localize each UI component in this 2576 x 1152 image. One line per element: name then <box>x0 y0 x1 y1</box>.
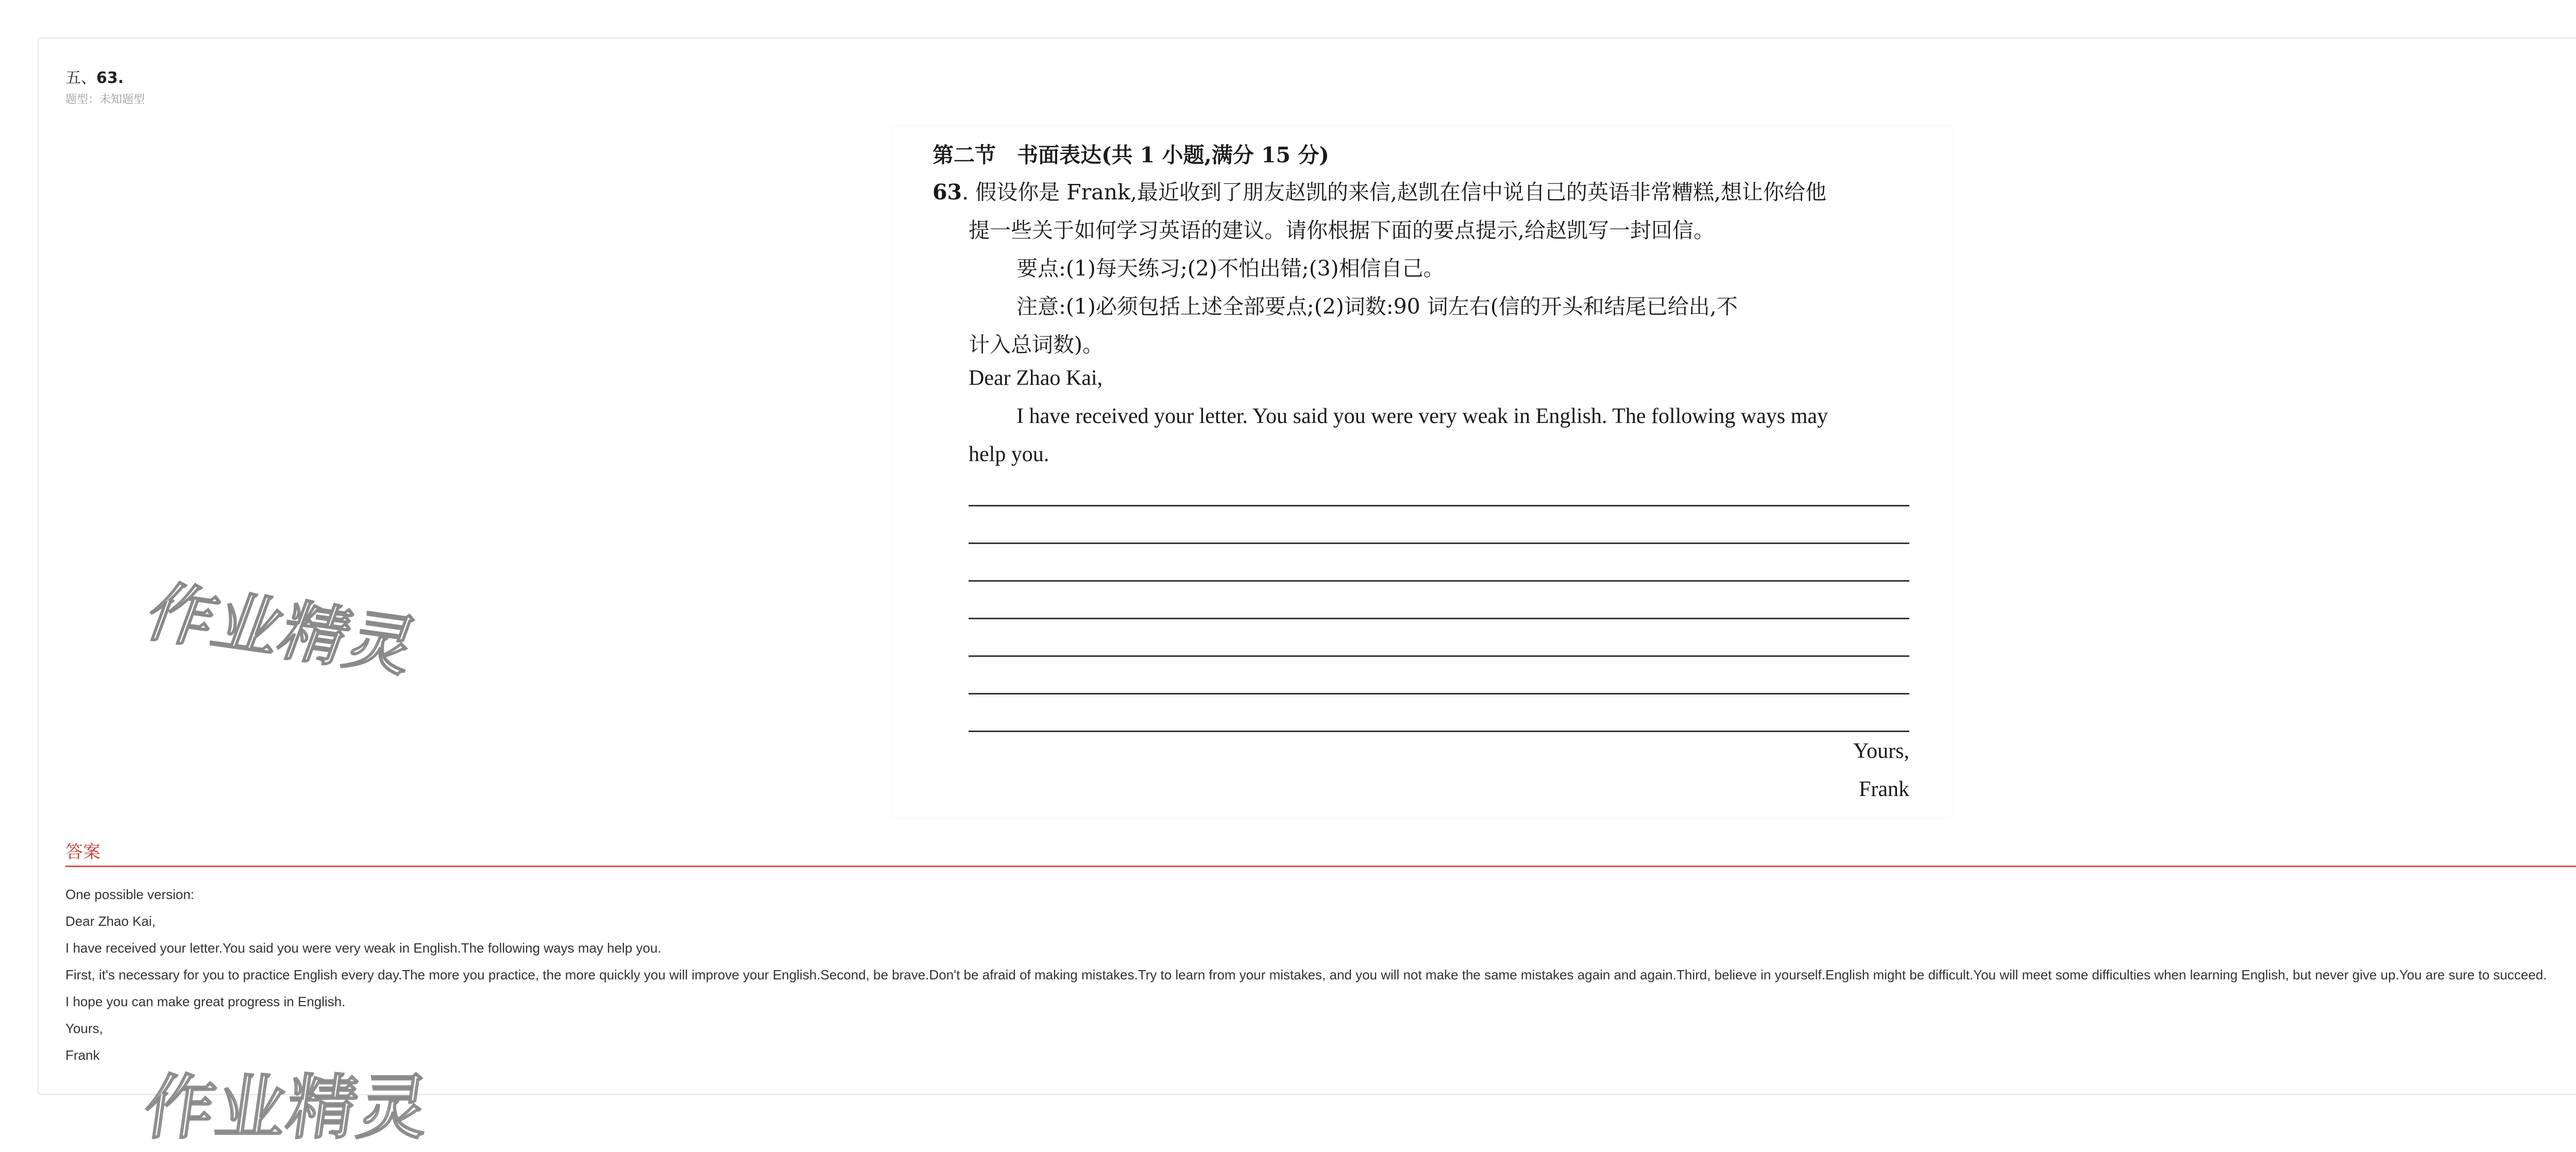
question-image <box>891 126 1953 818</box>
prompt-notes-cont: 计入总词数)。 <box>969 332 1104 357</box>
question-header <box>65 65 124 88</box>
prompt-points: 要点:(1)每天练习;(2)不怕出错;(3)相信自己。 <box>1016 256 1445 281</box>
answer-line: First, it's necessary for you to practice English every day.The more you practice, the more quickly you will improve your English.Second, be brave.Don't be afraid of making mistakes.Try to learn from your mistakes, and you will not make the same mistakes again and again.Third, believe in yourself.English might be difficult.You will meet some difficulties when learning English, but never give up.You are sure to succeed. <box>65 967 2547 982</box>
answer-line: Dear Zhao Kai, <box>65 913 156 929</box>
writing-line <box>969 543 1909 544</box>
letter-greeting: Dear Zhao Kai, <box>969 366 1103 390</box>
prompt-line-2: 提一些关于如何学习英语的建议。请你根据下面的要点提示,给赵凯写一封回信。 <box>969 218 1715 243</box>
writing-line <box>969 693 1909 694</box>
watermark: 作业精灵 <box>136 574 429 686</box>
answer-title: 答案 <box>65 842 100 862</box>
section-title: 第二节 书面表达(共 1 小题,满分 15 分) <box>933 143 1329 167</box>
prompt-notes: 注意:(1)必须包括上述全部要点;(2)词数:90 词左右(信的开头和结尾已给出,不 <box>1016 294 1738 319</box>
question-number: 63. <box>96 69 124 87</box>
answer-line: I hope you can make great progress in English. <box>65 994 346 1009</box>
letter-signature: Frank <box>1859 777 1909 801</box>
prompt-text-1: . 假设你是 Frank,最近收到了朋友赵凯的来信,赵凯在信中说自己的英语非常糟糕,想让你给他 <box>962 180 1826 205</box>
letter-body-1: I have received your letter. You said you were very weak in English. The following ways may <box>1016 404 1828 428</box>
prompt-line-1 <box>933 175 1826 206</box>
answer-line: One possible version: <box>65 887 195 902</box>
answer-line: I have received your letter.You said you were very weak in English.The following ways may help you. <box>65 940 662 956</box>
answer-line: Frank <box>65 1047 100 1063</box>
watermark: 作业精灵 <box>139 1068 435 1149</box>
writing-line <box>969 618 1909 619</box>
writing-line <box>969 655 1909 657</box>
question-type: 题型：未知题型 <box>65 93 145 106</box>
writing-line <box>969 505 1909 506</box>
writing-line <box>969 731 1909 732</box>
question-prefix: 五、 <box>65 69 96 87</box>
answer-divider <box>65 866 2576 867</box>
answer-line: Yours, <box>65 1021 103 1036</box>
problem-number: 63 <box>933 180 962 205</box>
letter-closing: Yours, <box>1853 739 1909 763</box>
answer-content <box>65 881 2576 1069</box>
writing-line <box>969 580 1909 582</box>
letter-body-2: help you. <box>969 443 1049 466</box>
